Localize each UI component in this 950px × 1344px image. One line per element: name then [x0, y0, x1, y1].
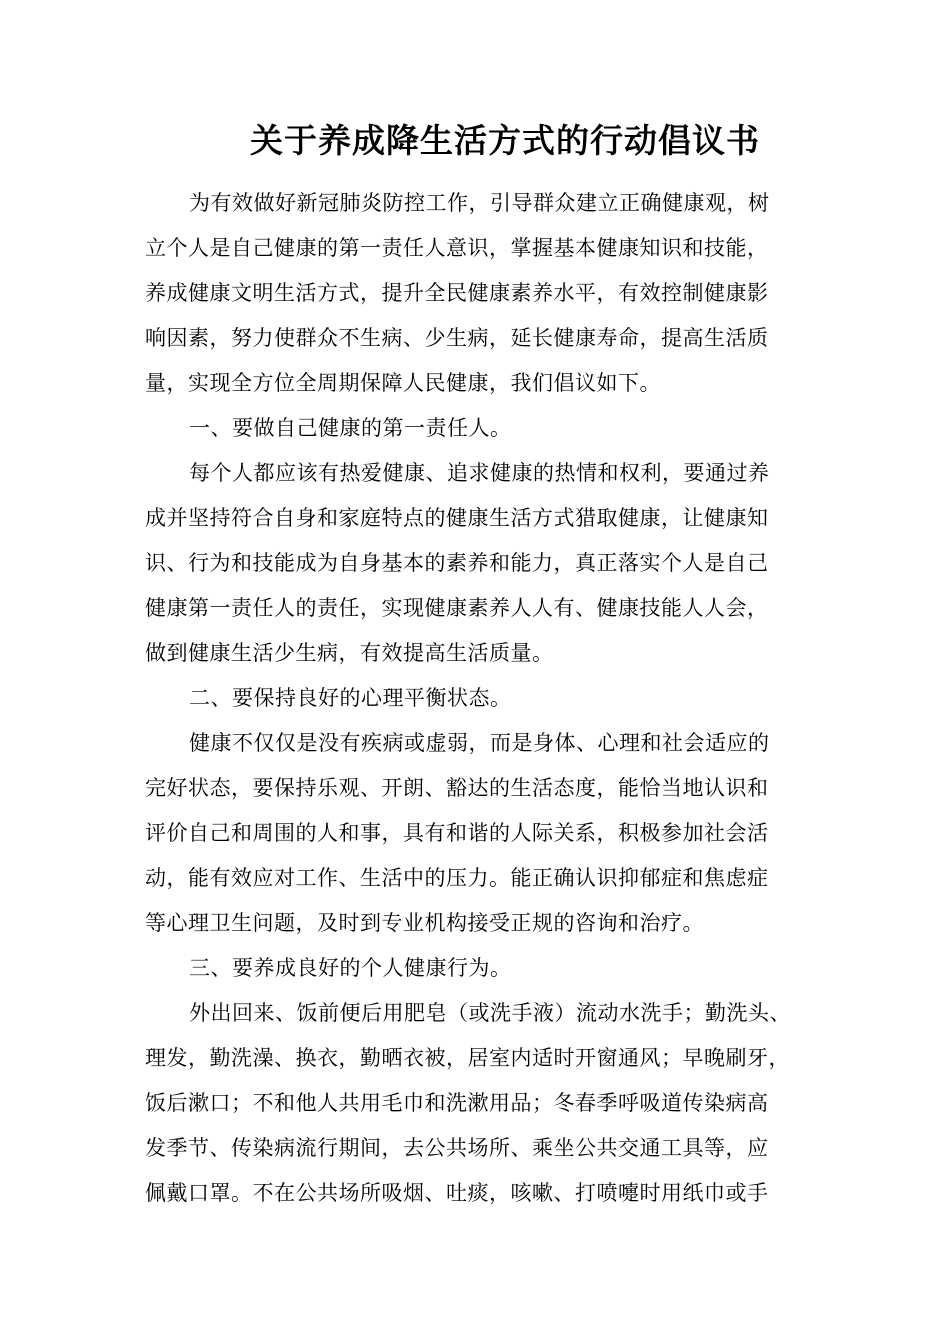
- paragraph-line: 成并坚持符合自身和家庭特点的健康生活方式猎取健康，让健康知: [145, 506, 769, 530]
- section-heading: 一、要做自己健康的第一责任人。: [189, 416, 512, 440]
- paragraph-line: 理发，勤洗澡、换衣，勤晒衣被，居室内适时开窗通风；早晚刷牙，: [145, 1046, 790, 1070]
- paragraph-line: 佩戴口罩。不在公共场所吸烟、吐痰，咳嗽、打喷嚏时用纸巾或手: [145, 1181, 769, 1205]
- paragraph-line: 完好状态，要保持乐观、开朗、豁达的生活态度，能恰当地认识和: [145, 776, 769, 800]
- paragraph-line: 健康不仅仅是没有疾病或虚弱，而是身体、心理和社会适应的: [189, 731, 770, 755]
- paragraph-line: 动，能有效应对工作、生活中的压力。能正确认识抑郁症和焦虑症: [145, 866, 769, 890]
- paragraph-line: 健康第一责任人的责任，实现健康素养人人有、健康技能人人会，: [145, 596, 769, 620]
- paragraph-line: 发季节、传染病流行期间，去公共场所、乘坐公共交通工具等，应: [145, 1136, 769, 1160]
- paragraph-line: 饭后漱口；不和他人共用毛巾和洗漱用品；冬春季呼吸道传染病高: [145, 1091, 769, 1115]
- paragraph-line: 等心理卫生问题，及时到专业机构接受正规的咨询和治疗。: [145, 911, 704, 935]
- section-heading: 二、要保持良好的心理平衡状态。: [189, 686, 512, 710]
- paragraph-line: 做到健康生活少生病，有效提高生活质量。: [145, 641, 554, 665]
- paragraph-line: 每个人都应该有热爱健康、追求健康的热情和权利，要通过养: [189, 461, 770, 485]
- paragraph-line: 识、行为和技能成为自身基本的素养和能力，真正落实个人是自己: [145, 551, 769, 575]
- paragraph-line: 评价自己和周围的人和事，具有和谐的人际关系，积极参加社会活: [145, 821, 769, 845]
- paragraph-line: 立个人是自己健康的第一责任人意识，掌握基本健康知识和技能，: [145, 236, 769, 260]
- paragraph-line: 为有效做好新冠肺炎防控工作，引导群众建立正确健康观，树: [189, 191, 770, 215]
- paragraph-line: 响因素，努力使群众不生病、少生病，延长健康寿命，提高生活质: [145, 326, 769, 350]
- document-title: 关于养成降生活方式的行动倡议书: [250, 121, 760, 160]
- paragraph-line: 养成健康文明生活方式，提升全民健康素养水平，有效控制健康影: [145, 281, 769, 305]
- paragraph-line: 外出回来、饭前便后用肥皂（或洗手液）流动水洗手；勤洗头、: [189, 1001, 791, 1025]
- paragraph-line: 量，实现全方位全周期保障人民健康，我们倡议如下。: [145, 371, 661, 395]
- section-heading: 三、要养成良好的个人健康行为。: [189, 956, 512, 980]
